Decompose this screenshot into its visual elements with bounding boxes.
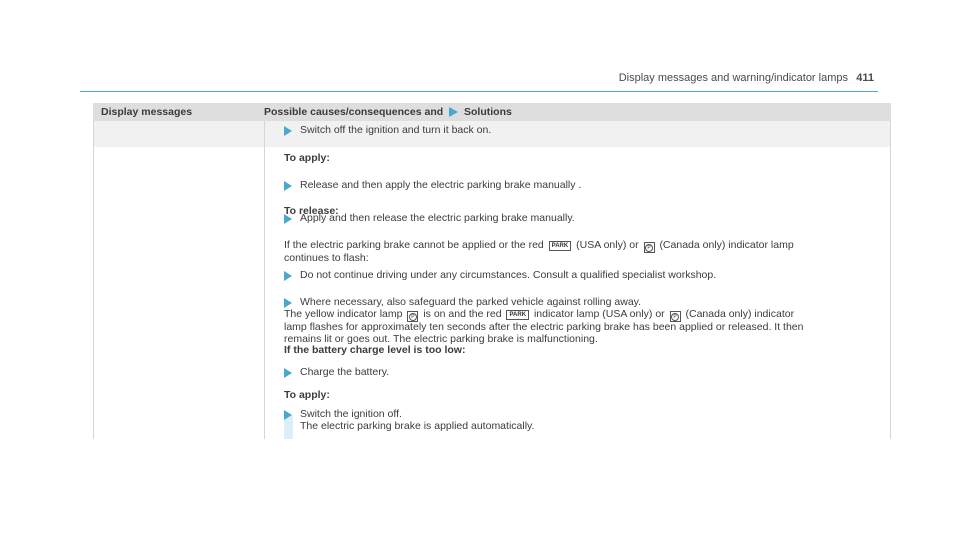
para1-text-b: (USA only) or — [576, 239, 639, 251]
table-column-divider — [264, 121, 265, 439]
to-apply-heading: To apply: — [284, 152, 330, 164]
parking-brake-icon: P — [670, 311, 681, 322]
para2-text-d: (Canada only) indicator — [685, 308, 795, 320]
para1-text-c: (Canada only) indicator lamp — [659, 239, 794, 251]
para2-line3: remains lit or goes out. The electric parking brake is malfunctioning. — [284, 332, 598, 345]
table-right-border — [890, 121, 891, 439]
para2-line2: lamp flashes for approximately ten seconds after the electric parking brake has been applied or released. It then — [284, 321, 804, 333]
step-arrow-icon — [284, 368, 292, 378]
step-text: Do not continue driving under any circumstances. Consult a qualified specialist workshop. — [300, 269, 717, 281]
step-arrow-icon — [284, 126, 292, 136]
step-arrow-icon — [284, 410, 292, 420]
parking-brake-icon: P — [644, 242, 655, 253]
to-release-heading: To release: — [284, 205, 339, 217]
page-number: 411 — [856, 72, 874, 84]
step-text: Where necessary, also safeguard the parked vehicle against rolling away. — [300, 296, 642, 308]
first-row-background — [93, 121, 891, 147]
table-header — [93, 103, 891, 121]
header-title: Display messages and warning/indicator lamps — [618, 72, 848, 84]
to-apply-heading: To apply: — [284, 389, 330, 401]
step-text: Switch off the ignition and turn it back on. — [300, 124, 492, 136]
step-text: Apply and then release the electric parking brake manually. — [300, 212, 575, 224]
step-text: Switch the ignition off. — [300, 408, 402, 420]
paragraph — [284, 309, 803, 357]
step-arrow-icon — [284, 181, 292, 191]
column-header-causes-solutions — [264, 106, 512, 118]
header-rule — [80, 91, 878, 92]
table-left-border — [93, 121, 94, 439]
step-text: Charge the battery. — [300, 366, 390, 378]
paragraph — [284, 240, 794, 265]
column-header-display-messages: Display messages — [101, 106, 193, 118]
step-text: Release and then apply the electric parking brake manually . — [300, 179, 582, 191]
para2-text-b: is on and the red — [423, 308, 502, 320]
step-arrow-icon — [284, 214, 292, 224]
step-arrow-icon — [284, 298, 292, 308]
play-arrow-icon — [449, 107, 458, 117]
park-lamp-icon: PARK — [549, 241, 572, 251]
park-lamp-icon: PARK — [506, 310, 529, 320]
battery-heading: If the battery charge level is too low: — [284, 344, 466, 356]
column-header-solutions-label: Solutions — [464, 106, 512, 118]
parking-brake-icon: P — [407, 311, 418, 322]
para1-text-a: If the electric parking brake cannot be applied or the red — [284, 239, 544, 251]
para2-text-a: The yellow indicator lamp — [284, 308, 403, 320]
para2-text-c: indicator lamp (USA only) or — [533, 308, 665, 320]
final-line: The electric parking brake is applied automatically. — [300, 420, 535, 432]
para1-line2: continues to flash: — [284, 252, 369, 264]
step-arrow-icon — [284, 271, 292, 281]
column-header-causes-label: Possible causes/consequences and — [264, 106, 444, 118]
